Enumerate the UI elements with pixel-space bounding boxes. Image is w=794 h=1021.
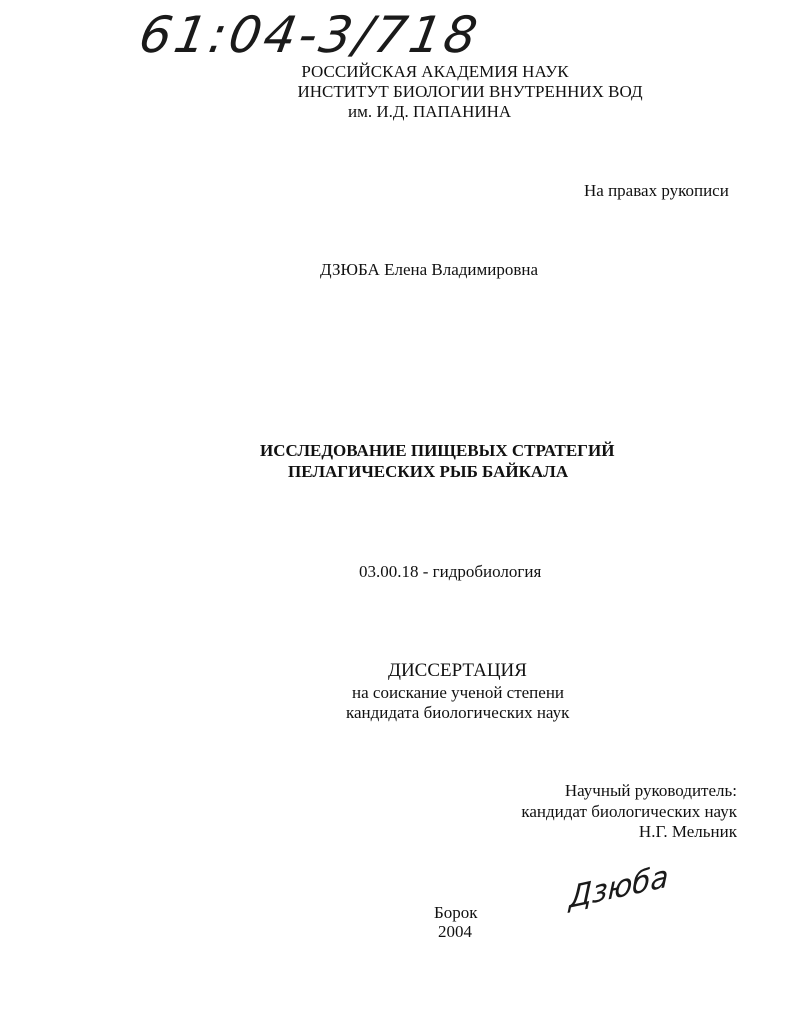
title-line-2: ПЕЛАГИЧЕСКИХ РЫБ БАЙКАЛА bbox=[288, 462, 569, 481]
supervisor-name: Н.Г. Мельник bbox=[638, 822, 737, 841]
footer-year: 2004 bbox=[438, 922, 472, 941]
supervisor-label: Научный руководитель: bbox=[564, 781, 737, 800]
supervisor-degree: кандидат биологических наук bbox=[521, 802, 737, 821]
title-line-1: ИССЛЕДОВАНИЕ ПИЩЕВЫХ СТРАТЕГИЙ bbox=[260, 441, 615, 460]
header-academy: РОССИЙСКАЯ АКАДЕМИЯ НАУК bbox=[301, 62, 569, 81]
footer-city: Борок bbox=[434, 903, 478, 922]
author-name: ДЗЮБА Елена Владимировна bbox=[320, 260, 539, 279]
work-type-line-3: кандидата биологических наук bbox=[346, 703, 570, 722]
work-type-label: ДИССЕРТАЦИЯ bbox=[388, 660, 527, 681]
header-institute: ИНСТИТУТ БИОЛОГИИ ВНУТРЕННИХ ВОД bbox=[297, 82, 643, 101]
header-named-after: им. И.Д. ПАПАНИНА bbox=[348, 102, 512, 121]
specialty-code: 03.00.18 - гидробиология bbox=[359, 562, 542, 581]
author-signature: Дзюба bbox=[568, 858, 670, 917]
archive-number: 61:04-3/718 bbox=[134, 6, 485, 64]
work-type-line-2: на соискание ученой степени bbox=[352, 683, 565, 702]
manuscript-rights: На правах рукописи bbox=[584, 181, 729, 200]
